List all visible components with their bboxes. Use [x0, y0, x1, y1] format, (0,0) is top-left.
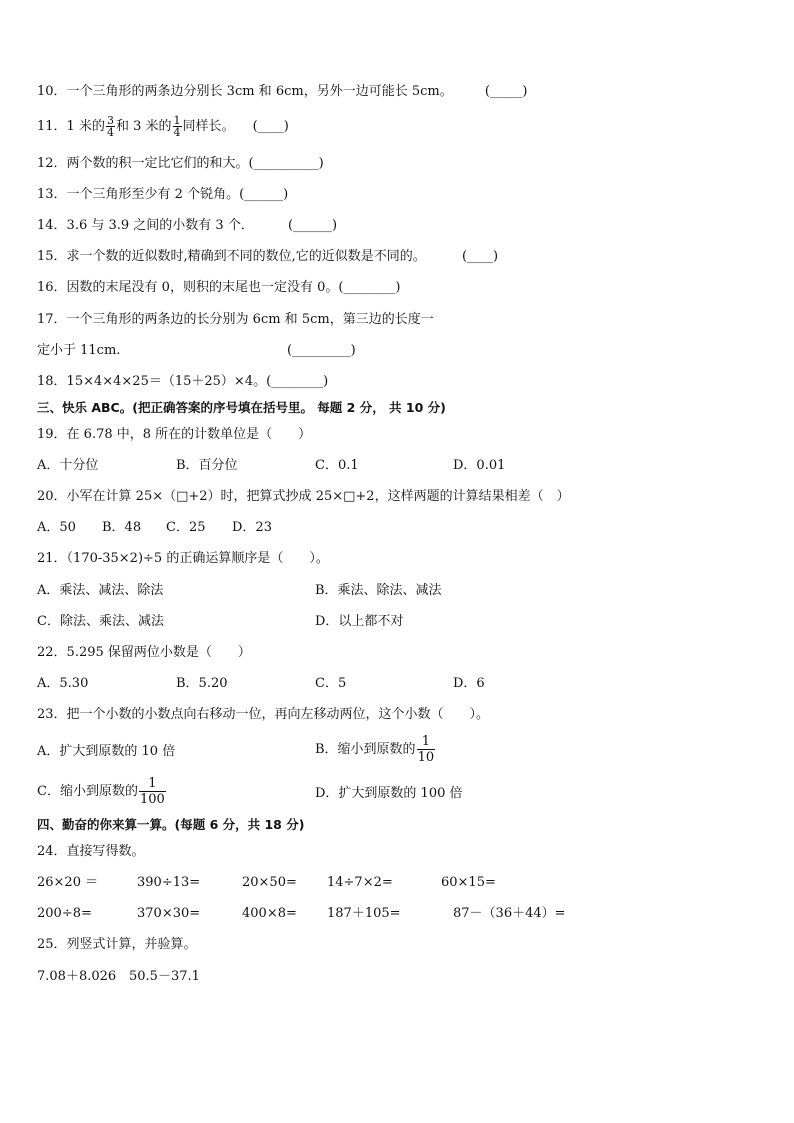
question-21: 21．（170-35×2)÷5 的正确运算顺序是（ ）。: [37, 551, 329, 566]
calc-item: 14÷7×2=: [327, 875, 393, 890]
option-c[interactable]: C．除法、乘法、减法: [37, 614, 164, 629]
question-16: [37, 278, 401, 298]
option-d[interactable]: D．23: [232, 520, 272, 535]
question-text: 18．15×4×4×25＝（15＋25）×4。(________): [37, 374, 329, 389]
answer-blank[interactable]: (____): [252, 119, 289, 134]
calc-item: 60×15=: [441, 875, 496, 890]
option-a[interactable]: A．5.30: [37, 676, 89, 691]
question-25: 25．列竖式计算，并验算。: [37, 937, 197, 952]
question-text: 13．一个三角形至少有 2 个锐角。(______): [37, 187, 289, 202]
option-c[interactable]: C．5: [315, 676, 347, 691]
question-text: 10．一个三角形的两条边分别长 3cm 和 6cm，另外一边可能长 5cm。: [37, 84, 453, 99]
answer-blank[interactable]: (_____): [484, 84, 528, 99]
option-a[interactable]: A．扩大到原数的 10 倍: [37, 744, 176, 759]
section-3-title: 三、快乐 ABC。(把正确答案的序号填在括号里。 每题 2 分， 共 10 分): [37, 400, 446, 415]
option-a[interactable]: A．十分位: [37, 458, 99, 473]
option-c[interactable]: [37, 776, 167, 807]
question-text: 和 3 米的: [115, 119, 172, 134]
calc-item: 26×20 ＝: [37, 875, 99, 890]
question-text: 11．1 米的: [37, 119, 105, 134]
question-17-line2: [37, 341, 356, 361]
question-22: 22．5.295 保留两位小数是（ ）: [37, 645, 251, 660]
fraction-one-hundredth: $\frac{1}{100}$: [139, 776, 165, 807]
option-b[interactable]: B．5.20: [176, 676, 228, 691]
question-text: 16．因数的末尾没有 0，则积的末尾也一定没有 0。(________): [37, 280, 401, 295]
calc-item: 200÷8=: [37, 906, 92, 921]
fraction-one-quarter: $\frac{1}{4}$: [173, 114, 181, 139]
question-11: [37, 115, 289, 138]
answer-blank[interactable]: (_________): [287, 343, 356, 358]
option-d[interactable]: D．6: [453, 676, 485, 691]
fraction-one-tenth: $\frac{1}{10}$: [417, 734, 435, 765]
question-15: [37, 247, 498, 267]
option-a[interactable]: A．50: [37, 520, 76, 535]
option-c[interactable]: C．0.1: [315, 458, 359, 473]
option-c[interactable]: C．25: [166, 520, 206, 535]
question-20: 20．小军在计算 25×（□+2）时，把算式抄成 25×□+2，这样两题的计算结果相差（ ）: [37, 489, 570, 504]
answer-blank[interactable]: (______): [287, 218, 338, 233]
calc-item: 50.5－37.1: [129, 969, 200, 984]
calc-item: 7.08＋8.026: [37, 969, 117, 984]
calc-item: 390÷13=: [137, 875, 201, 890]
option-d[interactable]: D．以上都不对: [315, 614, 404, 629]
section-4-title: 四、勤奋的你来算一算。(每题 6 分，共 18 分): [37, 817, 305, 832]
question-17-line1: [37, 310, 434, 330]
option-b[interactable]: B．乘法、除法、减法: [315, 583, 442, 598]
question-text: 12．两个数的积一定比它们的和大。(__________): [37, 156, 324, 171]
option-text: C．缩小到原数的: [37, 784, 138, 799]
question-19: 19．在 6.78 中，8 所在的计数单位是（ ）: [37, 427, 312, 442]
option-b[interactable]: B．48: [102, 520, 142, 535]
answer-blank[interactable]: (____): [461, 249, 499, 264]
question-10: [37, 82, 528, 102]
fraction-three-quarters: $\frac{3}{4}$: [106, 114, 114, 139]
question-24: 24．直接写得数。: [37, 844, 145, 859]
calc-item: 187＋105=: [327, 906, 401, 921]
calc-item: 400×8=: [242, 906, 297, 921]
question-text: 同样长。: [182, 119, 235, 134]
question-14: [37, 216, 337, 236]
option-b[interactable]: B．百分位: [176, 458, 238, 473]
option-d[interactable]: D．0.01: [453, 458, 506, 473]
option-a[interactable]: A．乘法、减法、除法: [37, 583, 164, 598]
option-d[interactable]: D．扩大到原数的 100 倍: [315, 786, 463, 801]
question-text: 14．3.6 与 3.9 之间的小数有 3 个．: [37, 218, 254, 233]
option-text: B．缩小到原数的: [315, 742, 416, 757]
question-23: 23．把一个小数的小数点向右移动一位，再向左移动两位，这个小数（ ）。: [37, 707, 490, 722]
option-b[interactable]: [315, 734, 436, 765]
question-18: [37, 372, 328, 392]
calc-item: 20×50=: [242, 875, 297, 890]
calc-item: 87－（36＋44）=: [453, 906, 566, 921]
question-text: 17．一个三角形的两条边的长分别为 6cm 和 5cm，第三边的长度一: [37, 312, 434, 327]
question-text: 定小于 11cm.: [37, 343, 121, 358]
question-13: [37, 185, 288, 205]
question-text: 15．求一个数的近似数时,精确到不同的数位,它的近似数是不同的。: [37, 249, 426, 264]
question-12: [37, 154, 324, 174]
calc-item: 370×30=: [137, 906, 201, 921]
